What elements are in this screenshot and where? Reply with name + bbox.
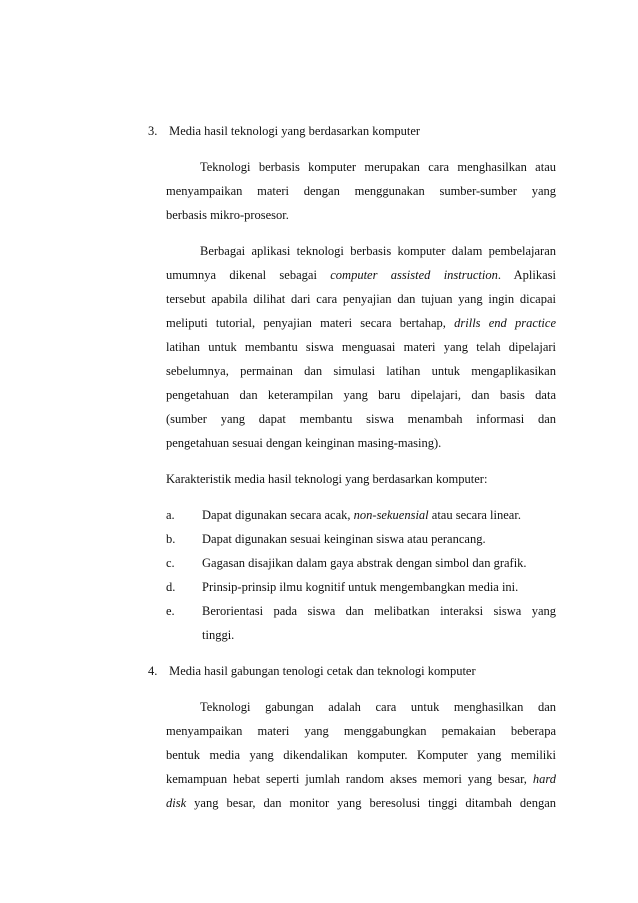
- list-text: [202, 507, 521, 523]
- list-marker: a.: [166, 508, 175, 522]
- para2-line8: (sumber yang dapat membantu siswa menambah informasi dan: [166, 412, 556, 426]
- s4-line4-pre: kemampuan hebat seperti jumlah random akses memori yang besar,: [166, 772, 533, 786]
- para2-line3: tersebut apabila dilihat dari cara penyajian dan tujuan yang ingin dicapai: [166, 292, 556, 306]
- para1-line1: Teknologi berbasis komputer merupakan cara menghasilkan atau: [200, 160, 556, 174]
- list-item-b: [166, 531, 556, 547]
- para2-line1: Berbagai aplikasi teknologi berbasis komputer dalam pembelajaran: [200, 244, 556, 258]
- list-item-e-continuation: tinggi.: [202, 628, 235, 642]
- section-3-title: Media hasil teknologi yang berdasarkan komputer: [169, 124, 421, 138]
- list-marker: b.: [166, 532, 176, 546]
- s4-line5: [166, 795, 556, 811]
- list-item-c: [166, 555, 556, 571]
- s4-line5-italic: disk: [166, 796, 187, 810]
- section-4-heading: [148, 663, 476, 679]
- list-marker: c.: [166, 556, 175, 570]
- list-text-italic: non-sekuensial: [353, 508, 429, 522]
- para2-line6: sebelumnya, permainan dan simulasi latihan untuk mengaplikasikan: [166, 364, 556, 378]
- para2-line2-pre: umumnya dikenal sebagai: [166, 268, 331, 282]
- para2-line7: pengetahuan dan keterampilan yang baru dipelajari, dan basis data: [166, 388, 556, 402]
- para2-line2-italic: computer assisted instruction: [330, 268, 498, 282]
- list-item-d: [166, 579, 556, 595]
- section-3-number: 3.: [148, 124, 158, 138]
- section-4-title: Media hasil gabungan tenologi cetak dan teknologi komputer: [169, 664, 476, 678]
- para2-line2-post: . Aplikasi: [497, 268, 556, 282]
- list-text: Berorientasi pada siswa dan melibatkan interaksi siswa yang: [202, 604, 556, 618]
- para2-line4-pre: meliputi tutorial, penyajian materi secara bertahap,: [166, 316, 455, 330]
- para2-line9: pengetahuan sesuai dengan keinginan masing-masing).: [166, 436, 442, 450]
- list-marker: d.: [166, 580, 176, 594]
- list-item-a: [166, 507, 556, 523]
- s4-line3: bentuk media yang dikendalikan komputer. Komputer yang memiliki: [166, 748, 556, 762]
- para2-line2: [166, 267, 556, 283]
- s4-line4: [166, 771, 556, 787]
- list-text: Gagasan disajikan dalam gaya abstrak dengan simbol dan grafik.: [202, 556, 527, 570]
- para1-line2: menyampaikan materi dengan menggunakan sumber-sumber yang: [166, 184, 556, 198]
- section-4-number: 4.: [148, 664, 158, 678]
- characteristics-heading: Karakteristik media hasil teknologi yang berdasarkan komputer:: [166, 472, 488, 486]
- s4-line5-post: yang besar, dan monitor yang beresolusi tinggi ditambah dengan: [186, 796, 556, 810]
- list-text: Dapat digunakan sesuai keinginan siswa atau perancang.: [202, 532, 486, 546]
- s4-line1: Teknologi gabungan adalah cara untuk menghasilkan dan: [200, 700, 556, 714]
- s4-line2: menyampaikan materi yang menggabungkan pemakaian beberapa: [166, 724, 556, 738]
- para2-line4: [166, 315, 556, 331]
- para2-line4-italic: drills end practice: [454, 316, 556, 330]
- list-item-e: [166, 603, 556, 619]
- list-text-post: atau secara linear.: [428, 508, 521, 522]
- para1-line3: berbasis mikro-prosesor.: [166, 208, 289, 222]
- list-text: Prinsip-prinsip ilmu kognitif untuk mengembangkan media ini.: [202, 580, 519, 594]
- para2-line5: latihan untuk membantu siswa menguasai materi yang telah dipelajari: [166, 340, 556, 354]
- list-text-pre: Dapat digunakan secara acak,: [202, 508, 354, 522]
- list-marker: e.: [166, 604, 175, 618]
- section-3-heading: [148, 123, 420, 139]
- s4-line4-italic: hard: [532, 772, 556, 786]
